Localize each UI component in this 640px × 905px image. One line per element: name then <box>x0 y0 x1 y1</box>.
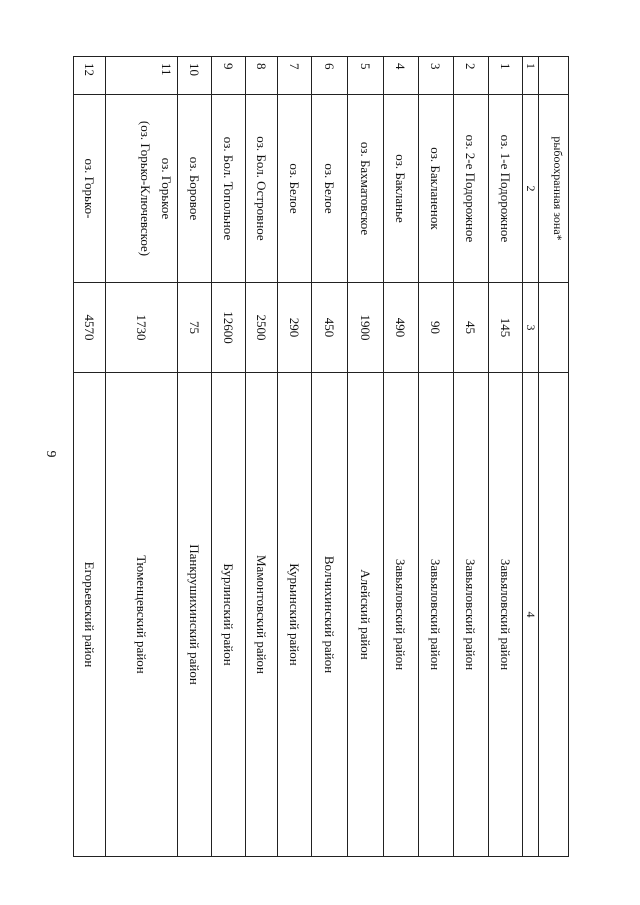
lake-area: 490 <box>384 283 419 373</box>
table-row <box>312 57 348 857</box>
lake-name: оз. 2-е Подорожное <box>454 95 489 283</box>
district-name: Алейский район <box>348 373 384 857</box>
header-cell-num <box>539 57 569 95</box>
lake-area: 75 <box>178 283 212 373</box>
page-number: 9 <box>43 450 58 458</box>
lake-name: оз. Горько- <box>74 95 106 283</box>
col-number-4: 4 <box>523 373 539 857</box>
header-cell-district <box>539 373 569 857</box>
table-row <box>74 57 106 857</box>
table-row <box>278 57 312 857</box>
lake-name: оз. Горькое <box>159 157 174 220</box>
table-wrapper <box>82 56 569 856</box>
lake-name-cell <box>106 95 178 283</box>
lake-name: оз. Белое <box>312 95 348 283</box>
row-number: 5 <box>348 57 384 95</box>
lake-name: оз. Белое <box>278 95 312 283</box>
row-number: 12 <box>74 57 106 95</box>
col-number-1: 1 <box>523 57 539 95</box>
district-name: Курьинский район <box>278 373 312 857</box>
table-row <box>489 57 523 857</box>
table-row <box>384 57 419 857</box>
row-number: 4 <box>384 57 419 95</box>
table-row <box>106 57 178 857</box>
district-name: Бурлинский район <box>212 373 246 857</box>
lake-area: 4570 <box>74 283 106 373</box>
table-row <box>348 57 384 857</box>
lake-name-alternative: (оз. Горько-Ключевское) <box>138 120 153 257</box>
district-name: Панкрушихинский район <box>178 373 212 857</box>
lake-name: оз. Бол. Топольное <box>212 95 246 283</box>
district-name: Завьяловский район <box>454 373 489 857</box>
lake-area: 1730 <box>106 283 178 373</box>
row-number: 2 <box>454 57 489 95</box>
row-number: 11 <box>106 57 178 95</box>
district-name: Егорьевский район <box>74 373 106 857</box>
district-name: Волчихинский район <box>312 373 348 857</box>
lake-area: 45 <box>454 283 489 373</box>
lake-area: 90 <box>419 283 454 373</box>
table-header-continuation <box>539 57 569 857</box>
row-number: 3 <box>419 57 454 95</box>
lake-name: оз. Бакланенок <box>419 95 454 283</box>
row-number: 1 <box>489 57 523 95</box>
rotated-table-container <box>82 56 569 856</box>
table-row <box>178 57 212 857</box>
lake-area: 450 <box>312 283 348 373</box>
lake-name: оз. Боровое <box>178 95 212 283</box>
col-number-3: 3 <box>523 283 539 373</box>
row-number: 7 <box>278 57 312 95</box>
table-row <box>454 57 489 857</box>
lake-name: оз. Бол. Островное <box>246 95 278 283</box>
lake-name: оз. 1-е Подорожное <box>489 95 523 283</box>
lake-area: 145 <box>489 283 523 373</box>
district-name: Тюменцевский район <box>106 373 178 857</box>
table-row <box>419 57 454 857</box>
lake-area: 12600 <box>212 283 246 373</box>
district-name: Мамонтовский район <box>246 373 278 857</box>
lake-area: 290 <box>278 283 312 373</box>
column-number-row <box>523 57 539 857</box>
header-cell-area <box>539 283 569 373</box>
district-name: Завьяловский район <box>384 373 419 857</box>
lake-name: оз. Бахматовское <box>348 95 384 283</box>
row-number: 9 <box>212 57 246 95</box>
row-number: 10 <box>178 57 212 95</box>
table-row <box>246 57 278 857</box>
header-cell-name: рыбоохранная зона* <box>539 95 569 283</box>
row-number: 8 <box>246 57 278 95</box>
lake-area: 1900 <box>348 283 384 373</box>
district-name: Завьяловский район <box>419 373 454 857</box>
lake-name: оз. Бакланье <box>384 95 419 283</box>
district-name: Завьяловский район <box>489 373 523 857</box>
table-row <box>212 57 246 857</box>
lake-area: 2500 <box>246 283 278 373</box>
lakes-table <box>73 56 569 857</box>
row-number: 6 <box>312 57 348 95</box>
col-number-2: 2 <box>523 95 539 283</box>
